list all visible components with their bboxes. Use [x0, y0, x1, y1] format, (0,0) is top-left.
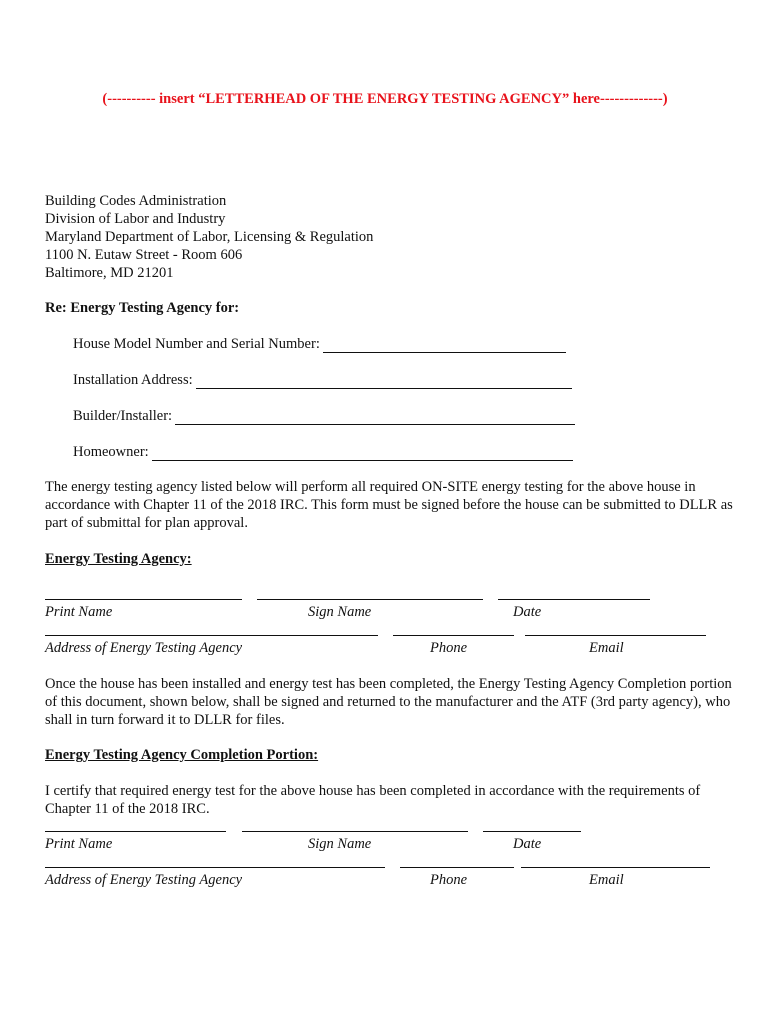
email-label: Email — [589, 640, 624, 656]
house-model-label: House Model Number and Serial Number: — [73, 336, 320, 352]
completion-agency-address-label: Address of Energy Testing Agency — [45, 872, 243, 888]
builder-field[interactable] — [175, 410, 575, 425]
completion-paragraph: Once the house has been installed and energy test has been completed, the Energy Testing Agency Completion portion of this document, shown below, shall be signed and returned to the manufacturer and the ATF (3rd party agency), who shall in turn forward it to DLLR for files. — [45, 676, 732, 728]
installation-address-row — [73, 371, 572, 389]
completion-print-name-line[interactable] — [45, 831, 226, 832]
house-model-row — [73, 335, 566, 353]
print-name-line[interactable] — [45, 599, 242, 600]
homeowner-row — [73, 443, 573, 461]
address-line-1: Building Codes Administration — [45, 193, 227, 209]
re-heading: Re: Energy Testing Agency for: — [45, 300, 240, 316]
completion-date-line[interactable] — [483, 831, 581, 832]
address-line-4: 1100 N. Eutaw Street - Room 606 — [45, 247, 243, 263]
sign-name-line[interactable] — [257, 599, 483, 600]
agency-address-line[interactable] — [45, 635, 378, 636]
completion-email-line[interactable] — [521, 867, 710, 868]
phone-label: Phone — [430, 640, 468, 656]
address-line-3: Maryland Department of Labor, Licensing & Regulation — [45, 229, 374, 245]
completion-print-name-label: Print Name — [45, 836, 113, 852]
installation-address-field[interactable] — [196, 374, 572, 389]
completion-sign-name-label: Sign Name — [308, 836, 372, 852]
date-line[interactable] — [498, 599, 650, 600]
sign-name-label: Sign Name — [308, 604, 372, 620]
builder-label: Builder/Installer: — [73, 408, 173, 424]
email-line[interactable] — [525, 635, 706, 636]
completion-agency-address-line[interactable] — [45, 867, 385, 868]
address-line-5: Baltimore, MD 21201 — [45, 265, 174, 281]
print-name-label: Print Name — [45, 604, 113, 620]
homeowner-label: Homeowner: — [73, 444, 149, 460]
phone-line[interactable] — [393, 635, 514, 636]
completion-email-label: Email — [589, 872, 624, 888]
builder-row — [73, 407, 575, 425]
completion-sign-name-line[interactable] — [242, 831, 468, 832]
house-model-field[interactable] — [323, 338, 566, 353]
installation-address-label: Installation Address: — [73, 372, 193, 388]
date-label: Date — [513, 604, 542, 620]
letterhead-placeholder: (---------- insert “LETTERHEAD OF THE ENERGY TESTING AGENCY” here-------------) — [102, 91, 668, 107]
address-line-2: Division of Labor and Industry — [45, 211, 226, 227]
agency-heading: Energy Testing Agency: — [45, 551, 192, 567]
certify-paragraph: I certify that required energy test for the above house has been completed in accordance with the requirements of Chapter 11 of the 2018 IRC. — [45, 783, 701, 817]
completion-heading: Energy Testing Agency Completion Portion: — [45, 747, 319, 763]
completion-date-label: Date — [513, 836, 542, 852]
completion-phone-line[interactable] — [400, 867, 514, 868]
agency-address-label: Address of Energy Testing Agency — [45, 640, 243, 656]
recipient-address — [45, 192, 373, 282]
intro-paragraph: The energy testing agency listed below will perform all required ON-SITE energy testing for the above house in accordance with Chapter 11 of the 2018 IRC. This form must be signed before the house can be submitted to DLLR as part of submittal for plan approval. — [45, 479, 733, 531]
homeowner-field[interactable] — [152, 446, 573, 461]
completion-phone-label: Phone — [430, 872, 468, 888]
